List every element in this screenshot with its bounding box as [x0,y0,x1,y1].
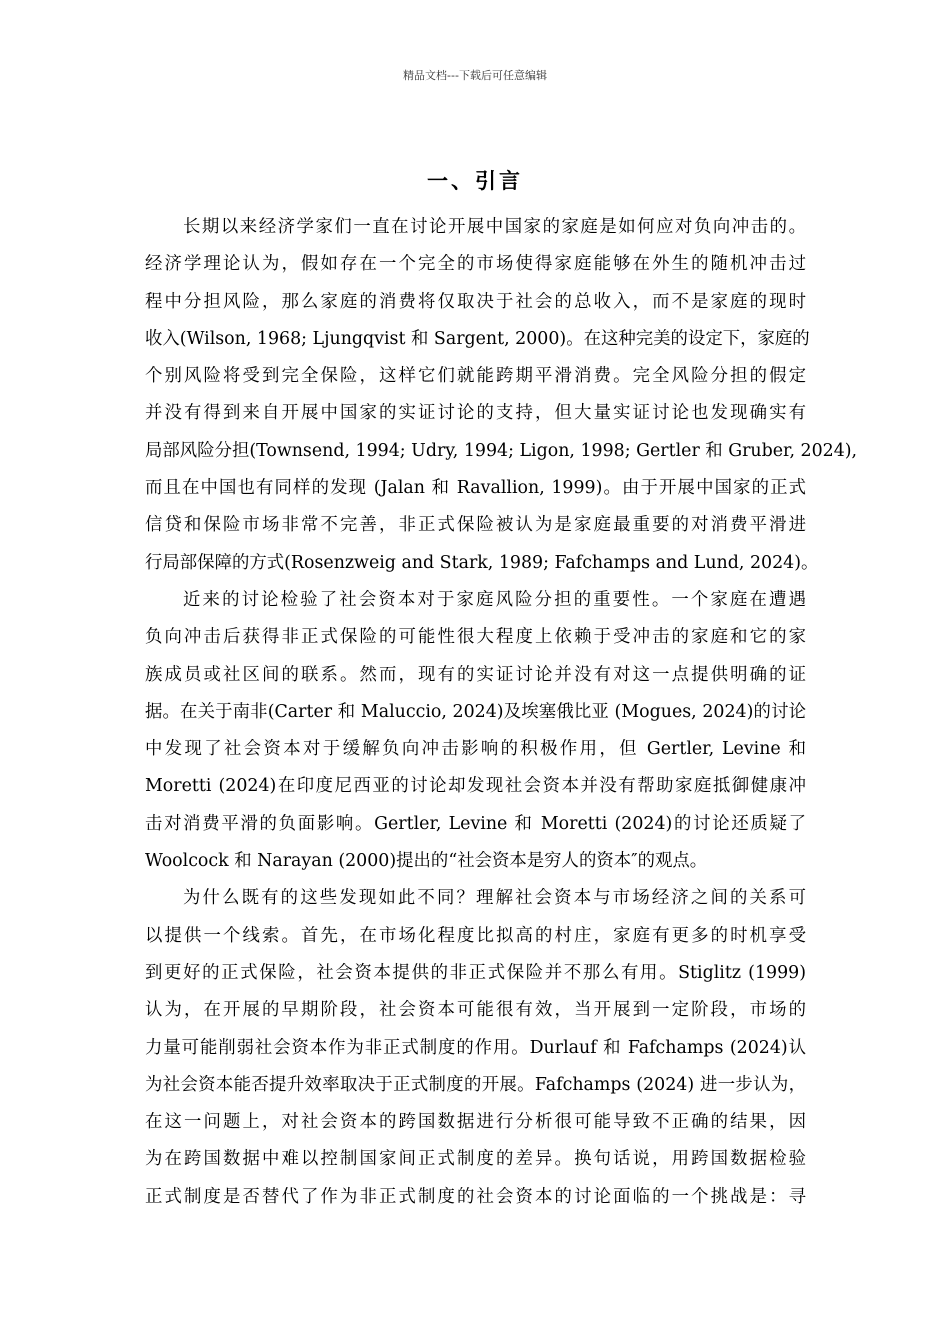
text-line: 到更好的正式保险，社会资本提供的非正式保险并不那么有用。Stiglitz (1999) [145,962,806,983]
text-line: 为社会资本能否提升效率取决于正式制度的开展。Fafchamps (2024) 进一步认为， [145,1074,806,1095]
text-line: 中发现了社会资本对于缓解负向冲击影响的积极作用，但 Gertler, Levine 和 [145,739,806,760]
text-line: 认为，在开展的早期阶段，社会资本可能很有效，当开展到一定阶段，市场的 [145,1000,806,1021]
text-line: 局部风险分担(Townsend, 1994; Udry, 1994; Ligon, 1998; Gertler 和 Gruber, 2024), [145,440,858,461]
paragraph-3 [145,880,806,1216]
text-line: 为什么既有的这些发现如此不同？理解社会资本与市场经济之间的关系可 [183,888,806,909]
text-line: 并没有得到来自开展中国家的实证讨论的支持，但大量实证讨论也发现确实有 [145,403,806,424]
text-line: Moretti (2024)在印度尼西亚的讨论却发现社会资本并没有帮助家庭抵御健康冲 [145,776,806,797]
text-line: 经济学理论认为，假如存在一个完全的市场使得家庭能够在外生的随机冲击过 [145,254,806,275]
body-text [145,209,858,1216]
text-line: 个别风险将受到完全保险，这样它们就能跨期平滑消费。完全风险分担的假定 [145,366,806,387]
text-line: 负向冲击后获得非正式保险的可能性很大程度上依赖于受冲击的家庭和它的家 [145,627,806,648]
text-line: 程中分担风险，那么家庭的消费将仅取决于社会的总收入，而不是家庭的现时 [145,291,806,312]
text-line: Woolcock 和 Narayan (2000)提出的“社会资本是穷人的资本″的观点。 [145,851,708,872]
text-line: 行局部保障的方式(Rosenzweig and Stark, 1989; Fafchamps and Lund, 2024)。 [145,552,819,573]
page-header: 精品文档---下载后可任意编辑 [403,69,547,82]
text-line: 收入(Wilson, 1968; Ljungqvist 和 Sargent, 2000)。在这种完美的设定下，家庭的 [145,328,810,349]
section-title: 一、引言 [427,169,523,193]
paragraph-2 [145,582,806,880]
text-line: 正式制度是否替代了作为非正式制度的社会资本的讨论面临的一个挑战是：寻 [145,1186,806,1207]
text-line: 近来的讨论检验了社会资本对于家庭风险分担的重要性。一个家庭在遭遇 [183,589,806,610]
text-line: 击对消费平滑的负面影响。Gertler, Levine 和 Moretti (2024)的讨论还质疑了 [145,813,806,834]
text-line: 在这一问题上，对社会资本的跨国数据进行分析很可能导致不正确的结果，因 [145,1112,806,1133]
text-line: 而且在中国也有同样的发现 (Jalan 和 Ravallion, 1999)。由于开展中国家的正式 [145,478,806,499]
text-line: 信贷和保险市场非常不完善，非正式保险被认为是家庭最重要的对消费平滑进 [145,515,806,536]
text-line: 力量可能削弱社会资本作为非正式制度的作用。Durlauf 和 Fafchamps (2024)认 [145,1037,806,1058]
text-line: 据。在关于南非(Carter 和 Maluccio, 2024)及埃塞俄比亚 (Mogues, 2024)的讨论 [145,701,806,722]
text-line: 以提供一个线索。首先，在市场化程度比拟高的村庄，家庭有更多的时机享受 [145,925,806,946]
text-line: 为在跨国数据中难以控制国家间正式制度的差异。换句话说，用跨国数据检验 [145,1149,806,1170]
text-line: 长期以来经济学家们一直在讨论开展中国家的家庭是如何应对负向冲击的。 [183,217,806,237]
paragraph-1 [145,209,858,582]
text-line: 族成员或社区间的联系。然而，现有的实证讨论并没有对这一点提供明确的证 [145,664,806,685]
